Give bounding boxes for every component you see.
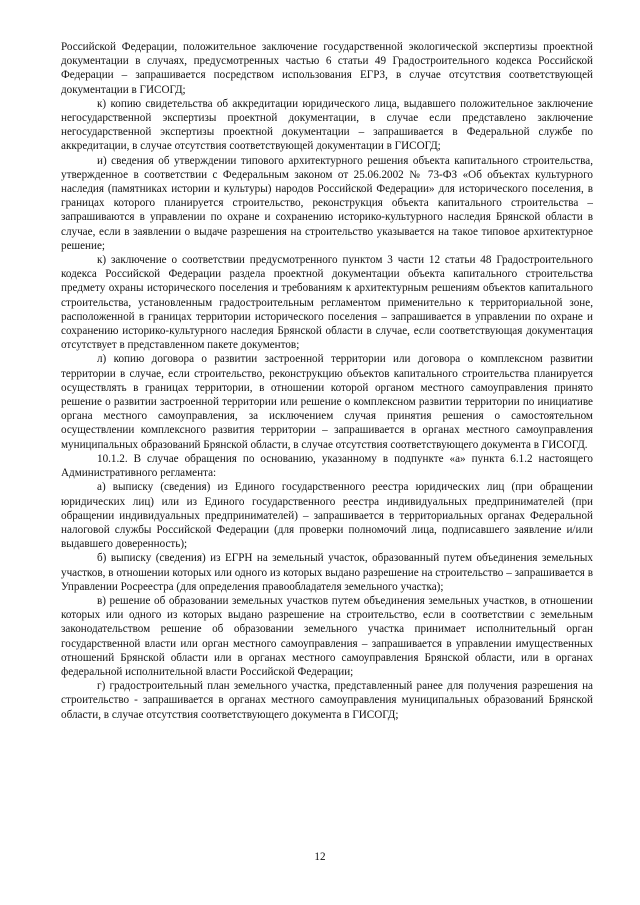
paragraph-item-g-urban-plan: г) градостроительный план земельного участка, представленный ранее для получения разрешения на строительство - запрашивается в органах местного самоуправления муниципальных образований Брянской области, в случае отсутствия соответствующего документа в ГИСОГД; bbox=[61, 680, 593, 721]
page-number: 12 bbox=[314, 851, 326, 863]
paragraph-item-l-contract: л) копию договора о развитии застроенной территории или договора о комплексном развитии территории в случае, если строительство, реконструкцию объектов капитального строительства планируется осуществлять в границах территории, в отношении которой органом местного самоуправления принято решение о развитии застроенной территории или решение о комплексном развитии территории по инициативе органа местного самоуправления, за исключением случая принятия решения о самостоятельном осуществлении комплексного развития территории – запрашивается в органах местного самоуправления муниципальных образований Брянской области, в случае отсутствия соответствующего документа в ГИСОГД. bbox=[61, 353, 593, 451]
paragraph-item-v-decision: в) решение об образовании земельных участков путем объединения земельных участков, в отношении которых или одного из которых выдано разрешение на строительство, если в соответствии с земельным законодательством решение об образовании земельного участка принимает исполнительный орган государственной власти или орган местного самоуправления – запрашивается в управлении имущественных отношений Брянской области или в органах местного самоуправления Брянской области, или в органах федеральной исполнительной власти Российской Федерации; bbox=[61, 594, 593, 678]
paragraph-item-k-accreditation: к) копию свидетельства об аккредитации юридического лица, выдавшего положительное заключение негосударственной экспертизы проектной документации, в случае если представлено заключение негосударственной экспертизы проектной документации – запрашивается в Федеральной службе по аккредитации, в случае отсутствия соответствующей документации в ГИСОГД; bbox=[61, 97, 593, 153]
document-body bbox=[61, 40, 593, 722]
paragraph-item-a-extract: а) выписку (сведения) из Единого государственного реестра юридических лиц (при обращении юридических лиц) или из Единого государственного реестра индивидуальных предпринимателей (при обращении индивидуальных предпринимателей) – запрашивается в территориальных органах Федеральной налоговой службы Российской Федерации (для проверки полномочий лица, подписавшего заявление и/или выдавшего доверенность); bbox=[61, 481, 593, 551]
paragraph-item-i-typical-solution: и) сведения об утверждении типового архитектурного решения объекта капитального строительства, утвержденное в соответствии с Федеральным законом от 25.06.2002 № 73-ФЗ «Об объектах культурного наследия (памятниках истории и культуры) народов Российской Федерации» для исторического поселения, в границах которого планируется строительство, реконструкция объекта капитального строительства – запрашиваются в управлении по охране и сохранению историко-культурного наследия Брянской области в случае, если в заявлении о выдаче разрешения на строительство указывается на такое типовое архитектурное решение; bbox=[61, 154, 593, 252]
paragraph-item-k-conclusion: к) заключение о соответствии предусмотренного пунктом 3 части 12 статьи 48 Градостроительного кодекса Российской Федерации раздела проектной документации объекта капитального строительства предмету охраны исторического поселения и требованиям к архитектурным решениям объектов капитального строительства, установленным градостроительным регламентом применительно к территориальной зоне, расположенной в границах территории исторического поселения – запрашивается в управлении по охране и сохранению историко-культурного наследия Брянской области в случае, если соответствующая документация отсутствует в представленном пакете документов; bbox=[61, 254, 593, 352]
paragraph-section-10-1-2: 10.1.2. В случае обращения по основанию, указанному в подпункте «а» пункта 6.1.2 настоящего Административного регламента: bbox=[61, 452, 593, 480]
paragraph-continuation: Российской Федерации, положительное заключение государственной экологической экспертизы проектной документации в случаях, предусмотренных частью 6 статьи 49 Градостроительного кодекса Российской Федерации – запрашивается посредством использования ЕГРЗ, в случае отсутствия соответствующей документации в ГИСОГД; bbox=[61, 41, 593, 96]
paragraph-item-b-egrn: б) выписку (сведения) из ЕГРН на земельный участок, образованный путем объединения земельных участков, в отношении которых или одного из которых выдано разрешение на строительство – запрашивается в Управлении Росреестра (для определения правообладателя земельного участка); bbox=[61, 552, 593, 593]
